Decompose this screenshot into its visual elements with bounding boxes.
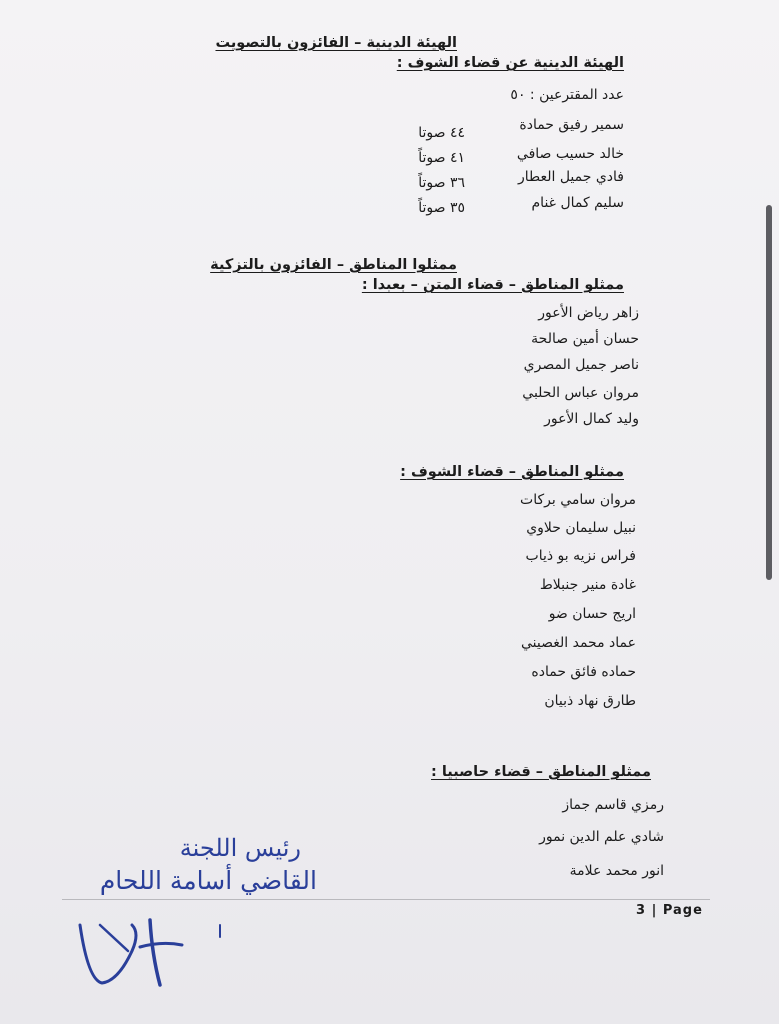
signature-scribble-icon [70,885,250,995]
winner-name: فادي جميل العطار [517,169,624,185]
section-title-metn-baabda: ممثلو المناطق – قضاء المتن – بعبدا : [361,277,624,293]
footer-divider [62,899,710,900]
list-item: مروان عباس الحلبي [522,385,639,401]
list-item: نبيل سليمان حلاوي [526,520,636,536]
acclamation-title: ممثلوا المناطق – الفائزون بالتزكية [210,257,457,273]
main-title: الهيئة الدينية – الفائزون بالتصويت [215,35,457,51]
winner-name: خالد حسيب صافي [516,146,624,162]
list-item: زاهر رياض الأعور [538,305,639,321]
voters-count: عدد المقترعين : ٥٠ [510,87,624,103]
list-item: انور محمد علامة [569,863,664,879]
list-item: شادي علم الدين نمور [539,829,664,845]
section-title-religious-chouf: الهيئة الدينية عن قضاء الشوف : [396,55,624,71]
list-item: حماده فائق حماده [531,664,636,680]
winner-name: سليم كمال غنام [531,195,624,211]
section-title-chouf: ممثلو المناطق – قضاء الشوف : [400,464,624,480]
winner-name: سمير رفيق حمادة [519,117,624,133]
winner-votes: ٤١ صوتاً [418,150,465,166]
list-item: وليد كمال الأعور [544,411,639,427]
list-item: رمزي قاسم جماز [562,797,664,813]
list-item: اريج حسان ضو [548,606,636,622]
list-item: ناصر جميل المصري [523,357,639,373]
list-item: حسان أمين صالحة [531,331,639,347]
list-item: فراس نزيه بو ذياب [525,548,636,564]
list-item: مروان سامي بركات [520,492,636,508]
list-item: طارق نهاد ذبيان [544,693,636,709]
list-item: عماد محمد الغصيني [521,635,636,651]
vertical-scrollbar[interactable] [766,205,772,580]
winner-votes: ٣٦ صوتاً [418,175,465,191]
page-number: 3 | Page [636,903,703,918]
winner-votes: ٤٤ صوتا [418,125,465,141]
section-title-hasbaya: ممثلو المناطق – قضاء حاصبيا : [431,764,651,780]
signature-title: رئيس اللجنة [179,834,301,862]
list-item: غادة منير جنبلاط [539,577,636,593]
winner-votes: ٣٥ صوتاً [418,200,465,216]
signature-name: القاضي أسامة اللحام [99,866,317,895]
